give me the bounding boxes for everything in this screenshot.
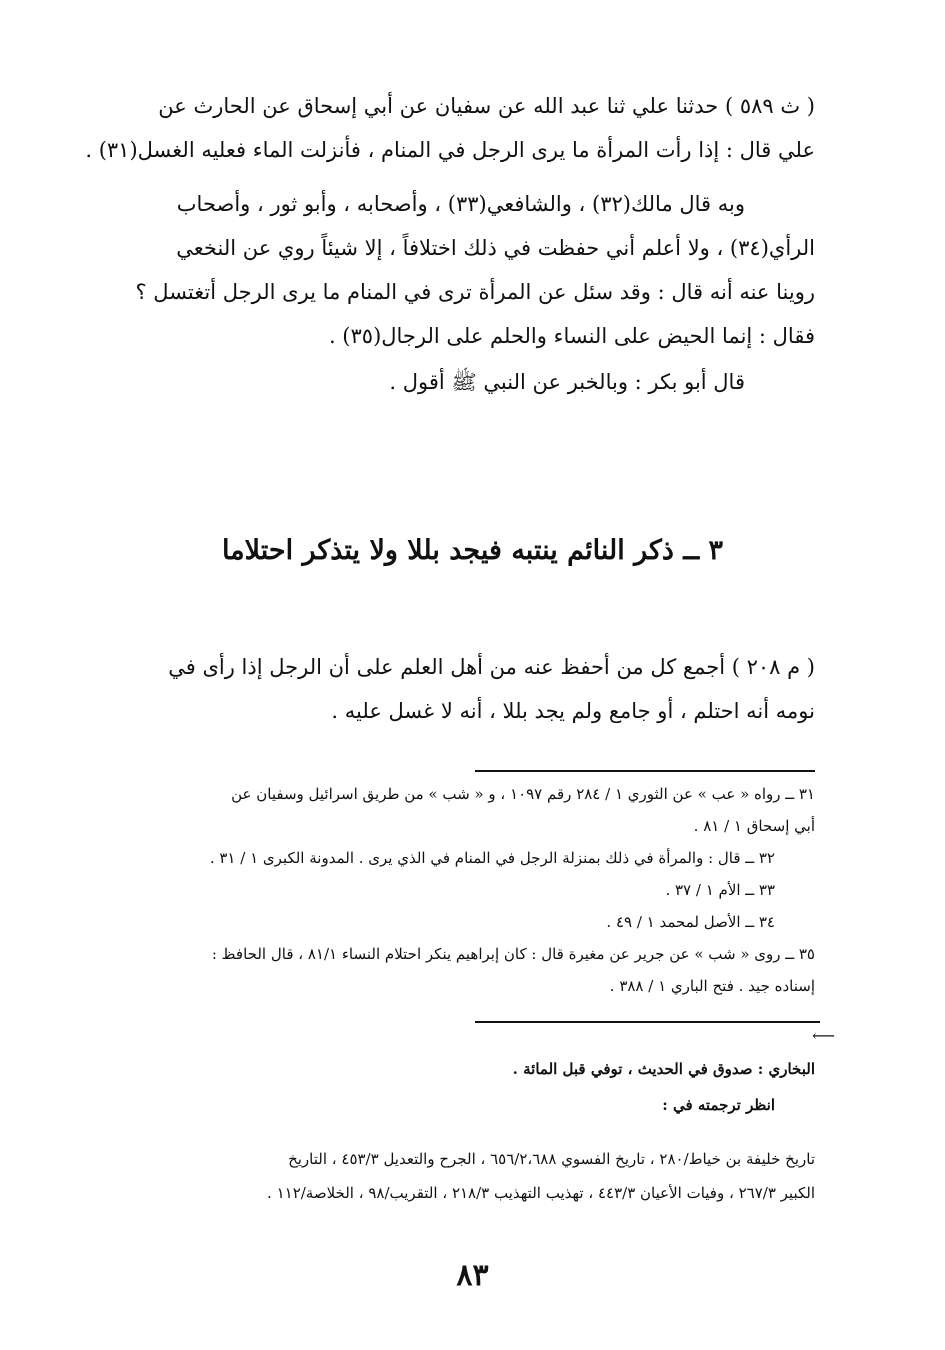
consensus-line: نومه أنه احتلم ، أو جامع ولم يجد بللا ، أنه لا غسل عليه .	[331, 699, 815, 723]
reference-line: تاريخ خليفة بن خياط/٢٨٠ ، تاريخ الفسوي ٦٥٦/٢،٦٨٨ ، الجرح والتعديل ٤٥٣/٣ ، التاريخ	[288, 1150, 815, 1168]
pasted-note-separator	[475, 1021, 820, 1023]
conclusion-line: قال أبو بكر : وبالخبر عن النبي ﷺ أقول .	[389, 370, 745, 394]
opinions-line: وبه قال مالك(٣٢) ، والشافعي(٣٣) ، وأصحابه ، وأبو ثور ، وأصحاب	[176, 192, 745, 216]
opinions-paragraph	[125, 182, 815, 358]
arrow-left-icon: ⟵	[812, 1026, 835, 1045]
opinions-line: الرأي(٣٤) ، ولا أعلم أني حفظت في ذلك اختلافاً ، إلا شيئاً روي عن النخعي	[176, 236, 815, 260]
footnote-separator	[475, 770, 815, 772]
consensus-line: ( م ٢٠٨ ) أجمع كل من أحفظ عنه من أهل العلم على أن الرجل إذا رأى في	[168, 655, 815, 679]
footnote-line: ٣٣ ــ الأم ١ / ٣٧ .	[665, 881, 775, 899]
footnote-line: ٣٥ ــ روى « شب » عن جرير عن مغيرة قال : كان إبراهيم ينكر احتلام النساء ٨١/١ ، قال الحافظ :	[211, 945, 815, 963]
footnote-line: ٣٤ ــ الأصل لمحمد ١ / ٤٩ .	[606, 913, 775, 931]
conclusion-paragraph	[125, 360, 815, 404]
narration-line: علي قال : إذا رأت المرأة ما يرى الرجل في المنام ، فأنزلت الماء فعليه الغسل(٣١) .	[85, 138, 815, 162]
references	[125, 1142, 815, 1210]
reference-line: الكبير ٢٦٧/٣ ، وفيات الأعيان ٤٤٣/٣ ، تهذيب التهذيب ٢١٨/٣ ، التقريب/٩٨ ، الخلاصة/١١٢ .	[267, 1184, 815, 1202]
footnote-line: إسناده جيد . فتح الباري ١ / ٣٨٨ .	[609, 977, 815, 995]
opinions-line: فقال : إنما الحيض على النساء والحلم على الرجال(٣٥) .	[328, 324, 815, 348]
footnote-line: ٣١ ــ رواه « عب » عن الثوري ١ / ٢٨٤ رقم ١٠٩٧ ، و « شب » من طريق اسرائيل وسفيان عن	[231, 785, 815, 803]
consensus-paragraph	[125, 645, 815, 733]
biography-line: البخاري : صدوق في الحديث ، توفي قبل المائة .	[512, 1060, 815, 1078]
narration-line: ( ث ٥٨٩ ) حدثنا علي ثنا عبد الله عن سفيان عن أبي إسحاق عن الحارث عن	[158, 94, 815, 118]
biography-line: انظر ترجمته في :	[662, 1096, 775, 1114]
footnotes	[125, 778, 815, 1002]
section-heading: ٣ ــ ذكر النائم ينتبه فيجد بللا ولا يتذكر احتلاما	[221, 535, 724, 566]
narration-paragraph	[85, 84, 815, 172]
biography-note	[125, 1052, 815, 1124]
footnote-line: أبي إسحاق ١ / ٨١ .	[693, 817, 815, 835]
footnote-line: ٣٢ ــ قال : والمرأة في ذلك بمنزلة الرجل في المنام في الذي يرى . المدونة الكبرى ١ / ٣١ .	[209, 849, 775, 867]
opinions-line: روينا عنه أنه قال : وقد سئل عن المرأة ترى في المنام ما يرى الرجل أتغتسل ؟	[135, 280, 815, 304]
page-number: ٨٣	[456, 1258, 489, 1293]
